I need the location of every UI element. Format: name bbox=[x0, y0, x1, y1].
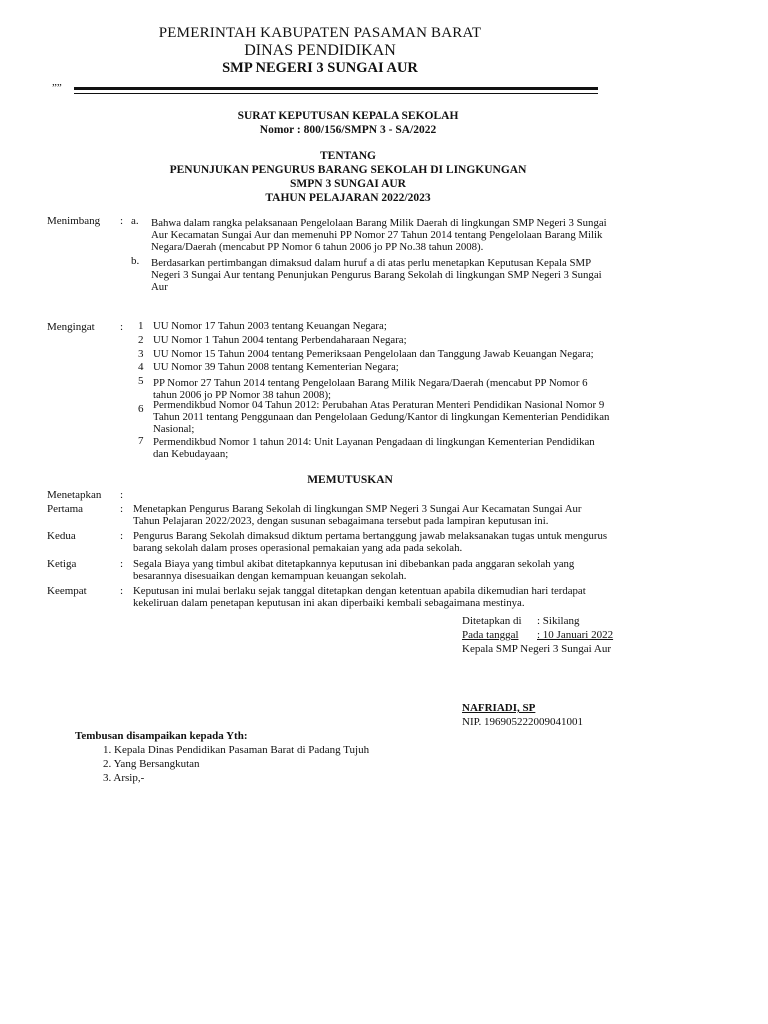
pertama-label: Pertama bbox=[47, 503, 84, 515]
mengingat-colon: : bbox=[120, 321, 124, 333]
tembusan-item-3: 3. Arsip,- bbox=[103, 772, 145, 784]
mengingat-2-mark: 2 bbox=[138, 334, 144, 346]
signatory-name: NAFRIADI, SP bbox=[462, 702, 536, 714]
tembusan-item-1: 1. Kepala Dinas Pendidikan Pasaman Barat di Padang Tujuh bbox=[103, 744, 370, 756]
menimbang-b-line-2: Negeri 3 Sungai Aur tentang Penunjukan Pengurus Barang Sekolah di lingkungan SMP Negeri 3 Sungai bbox=[151, 269, 602, 281]
memutuskan-heading: MEMUTUSKAN bbox=[307, 474, 393, 486]
kedua-line-2: barang sekolah dalam proses operasional pemakaian yang ada pada sekolah. bbox=[133, 542, 463, 554]
menimbang-a-line-1: Bahwa dalam rangka pelaksanaan Pengelolaan Barang Milik Daerah di lingkungan SMP Negeri 3 Sungai bbox=[151, 217, 607, 229]
pertama-colon: : bbox=[120, 503, 124, 515]
mengingat-6-mark: 6 bbox=[138, 403, 144, 415]
kedua-colon: : bbox=[120, 530, 124, 542]
ketiga-label: Ketiga bbox=[47, 558, 77, 570]
menimbang-label: Menimbang bbox=[47, 215, 101, 227]
mengingat-1-text: UU Nomor 17 Tahun 2003 tentang Keuangan Negara; bbox=[153, 320, 387, 332]
kedua-line-1: Pengurus Barang Sekolah dimaksud diktum pertama bertanggung jawab melaksanakan tugas untuk mengurus bbox=[133, 530, 608, 542]
mengingat-3-text: UU Nomor 15 Tahun 2004 tentang Pemeriksaan Pengelolaan dan Tanggung Jawab Keuangan Negara; bbox=[153, 348, 594, 360]
mengingat-1-mark: 1 bbox=[138, 320, 144, 332]
mengingat-5-line-2: tahun 2006 jo PP Nomor 38 tahun 2008); bbox=[153, 389, 332, 401]
signatory-nip: NIP. 196905222009041001 bbox=[462, 716, 584, 728]
mengingat-label: Mengingat bbox=[47, 321, 95, 333]
mengingat-7-line-2: dan Kebudayaan; bbox=[153, 448, 229, 460]
ketiga-colon: : bbox=[120, 558, 124, 570]
rule-mark: ”” bbox=[52, 82, 62, 94]
menimbang-a-mark: a. bbox=[131, 215, 139, 227]
letterhead-government: PEMERINTAH KABUPATEN PASAMAN BARAT bbox=[158, 25, 482, 41]
menimbang-a-line-3: Negara/Daerah (mencabut PP Nomor 6 tahun 2006 jo PP No.38 tahun 2008). bbox=[151, 241, 484, 253]
tanggal-value: : 10 Januari 2022 bbox=[537, 629, 614, 641]
ditetapkan-value: : Sikilang bbox=[537, 615, 580, 627]
kedua-label: Kedua bbox=[47, 530, 76, 542]
mengingat-5-mark: 5 bbox=[138, 375, 144, 387]
mengingat-6-line-1: Permendikbud Nomor 04 Tahun 2012: Perubahan Atas Peraturan Menteri Pendidikan Nasional Nomor 9 bbox=[153, 399, 605, 411]
mengingat-3-mark: 3 bbox=[138, 348, 144, 360]
ditetapkan-label: Ditetapkan di bbox=[462, 615, 522, 627]
signatory-position: Kepala SMP Negeri 3 Sungai Aur bbox=[462, 643, 611, 655]
menimbang-b-mark: b. bbox=[131, 255, 140, 267]
keempat-line-1: Keputusan ini mulai berlaku sejak tanggal ditetapkan dengan ketentuan apabila dikemudian hari terdapat bbox=[133, 585, 586, 597]
mengingat-4-mark: 4 bbox=[138, 361, 144, 373]
menimbang-b-line-1: Berdasarkan pertimbangan dimaksud dalam huruf a di atas perlu menetapkan Keputusan Kepala SMP bbox=[151, 257, 592, 269]
letterhead-school: SMP NEGERI 3 SUNGAI AUR bbox=[222, 60, 418, 76]
tanggal-label: Pada tanggal bbox=[462, 629, 519, 641]
subject-line-1: PENUNJUKAN PENGURUS BARANG SEKOLAH DI LINGKUNGAN bbox=[169, 164, 527, 176]
tembusan-heading: Tembusan disampaikan kepada Yth: bbox=[75, 730, 248, 742]
mengingat-6-line-3: Nasional; bbox=[153, 423, 195, 435]
subject-line-3: TAHUN PELAJARAN 2022/2023 bbox=[265, 192, 431, 204]
rule-thick-line bbox=[74, 87, 598, 90]
mengingat-5-line-1: PP Nomor 27 Tahun 2014 tentang Pengelolaan Barang Milik Negara/Daerah (mencabut PP Nomor 6 bbox=[153, 377, 588, 389]
menetapkan-colon: : bbox=[120, 489, 124, 501]
mengingat-2-text: UU Nomor 1 Tahun 2004 tentang Perbendaharaan Negara; bbox=[153, 334, 407, 346]
mengingat-4-text: UU Nomor 39 Tahun 2008 tentang Kementerian Negara; bbox=[153, 361, 399, 373]
menimbang-b-line-3: Aur bbox=[151, 281, 168, 293]
letterhead-agency: DINAS PENDIDIKAN bbox=[244, 42, 396, 59]
menimbang-a-line-2: Aur Kecamatan Sungai Aur dan memenuhi PP Nomor 27 Tahun 2014 tentang Pengelolaan Barang Milik bbox=[151, 229, 603, 241]
decree-number: Nomor : 800/156/SMPN 3 - SA/2022 bbox=[259, 124, 437, 136]
keempat-label: Keempat bbox=[47, 585, 87, 597]
tembusan-item-2: 2. Yang Bersangkutan bbox=[103, 758, 200, 770]
keempat-colon: : bbox=[120, 585, 124, 597]
subject-line-2: SMPN 3 SUNGAI AUR bbox=[290, 178, 406, 190]
pertama-line-2: Tahun Pelajaran 2022/2023, dengan susunan sebagaimana tersebut pada lampiran keputusan ini. bbox=[133, 515, 549, 527]
letterhead-rule bbox=[52, 82, 598, 96]
mengingat-6-line-2: Tahun 2011 tentang Penggunaan dan Pengelolaan Gedung/Kantor di lingkungan Kementerian Pendidikan bbox=[153, 411, 610, 423]
mengingat-7-line-1: Permendikbud Nomor 1 tahun 2014: Unit Layanan Pengadaan di lingkungan Kementerian Pendidikan bbox=[153, 436, 595, 448]
menimbang-colon: : bbox=[120, 215, 124, 227]
pertama-line-1: Menetapkan Pengurus Barang Sekolah di lingkungan SMP Negeri 3 Sungai Aur Kecamatan Sungai Aur bbox=[133, 503, 582, 515]
rule-thin-line bbox=[74, 93, 598, 94]
tentang-heading: TENTANG bbox=[319, 150, 377, 162]
decree-heading: SURAT KEPUTUSAN KEPALA SEKOLAH bbox=[237, 110, 459, 122]
menetapkan-label: Menetapkan bbox=[47, 489, 102, 501]
mengingat-7-mark: 7 bbox=[138, 435, 144, 447]
ketiga-line-1: Segala Biaya yang timbul akibat ditetapkannya keputusan ini dibebankan pada anggaran sekolah yang bbox=[133, 558, 575, 570]
keempat-line-2: kekeliruan dalam penetapan keputusan ini akan diperbaiki kembali sebagaimana mestinya. bbox=[133, 597, 525, 609]
ketiga-line-2: besarannya disesuaikan dengan kemampuan keuangan sekolah. bbox=[133, 570, 407, 582]
